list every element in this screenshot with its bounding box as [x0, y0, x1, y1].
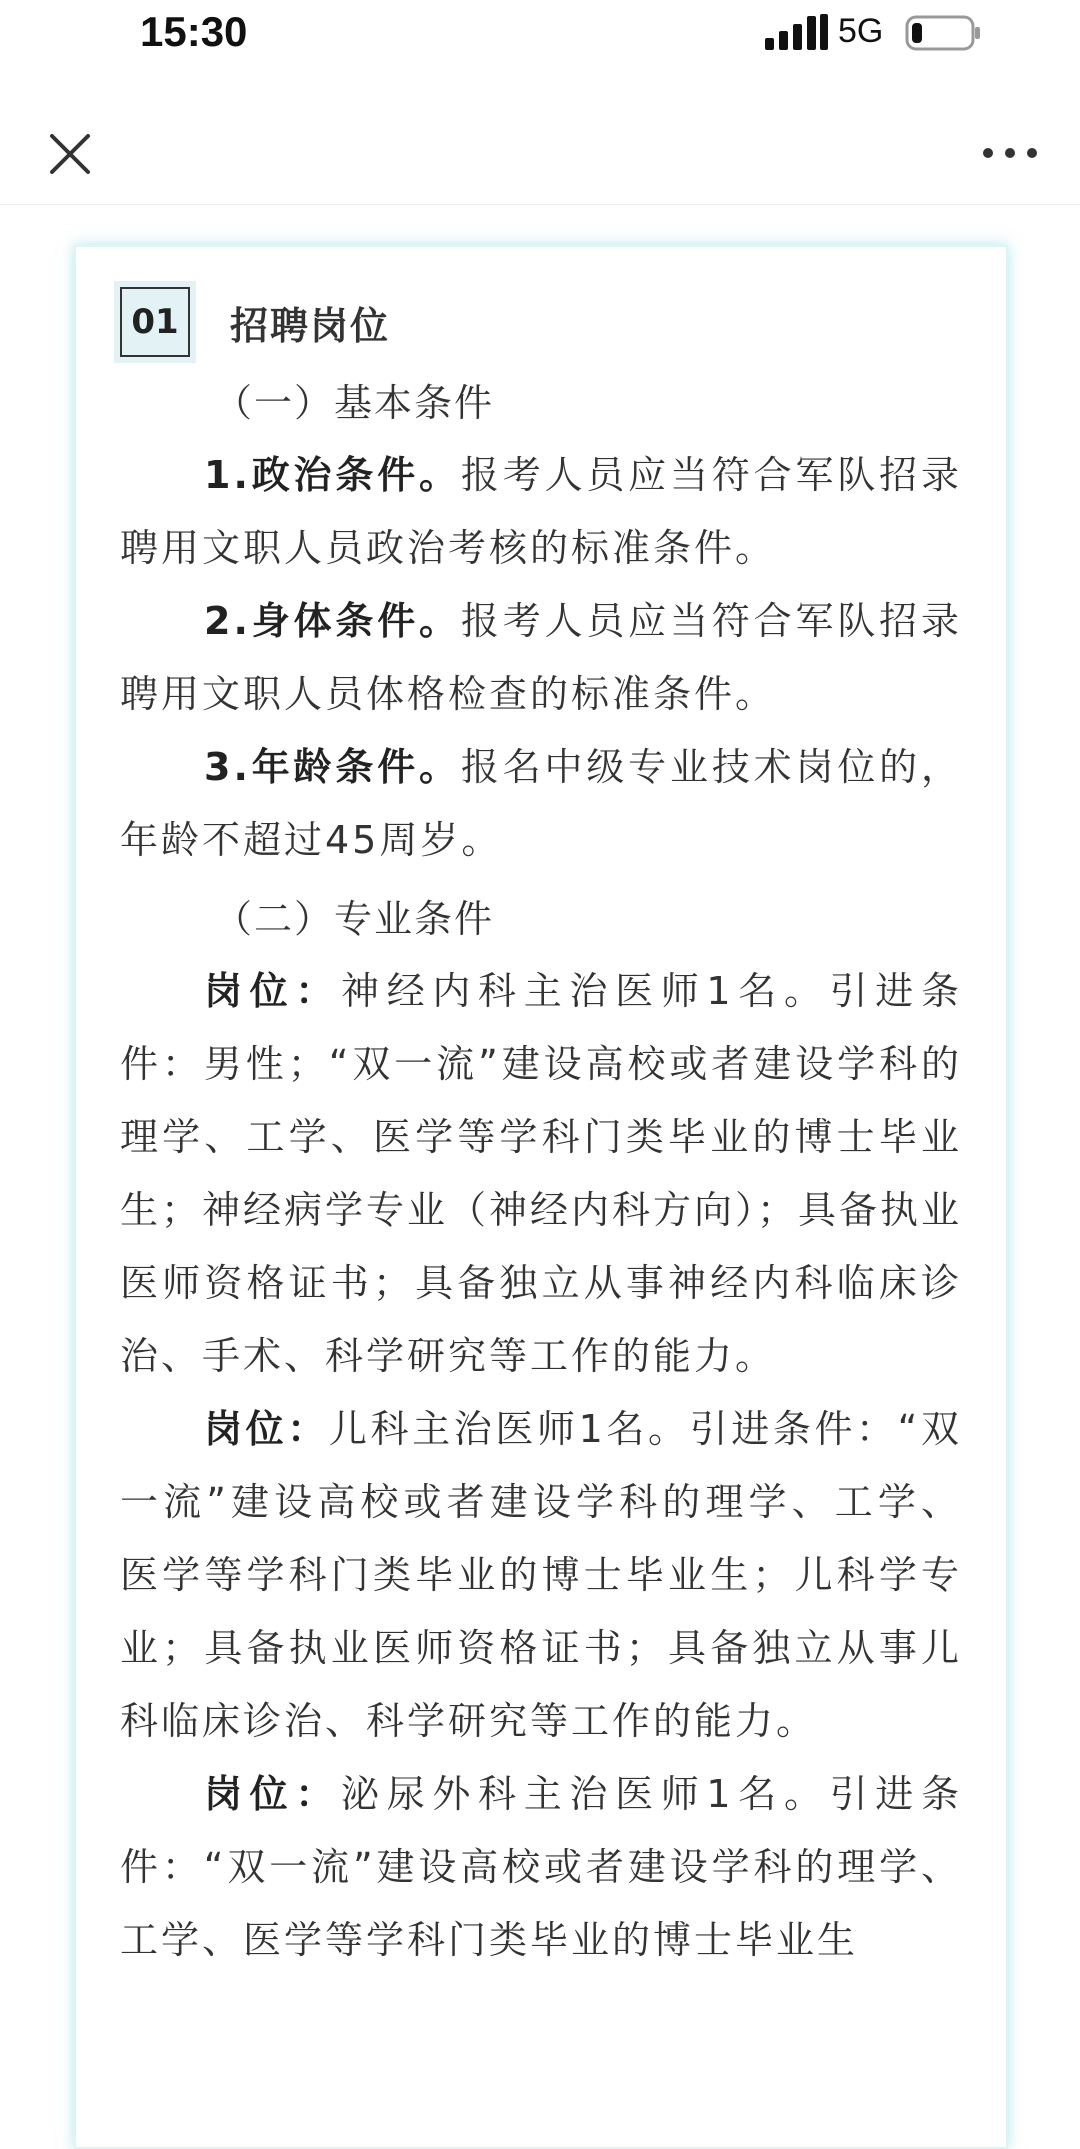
position-text: 泌尿外科主治医师1名。引进条件：“双一流”建设高校或者建设学科的理学、工学、医学等学科门类毕业的博士毕业生: [120, 1772, 962, 1962]
condition-paragraph-physical: [120, 585, 962, 731]
condition-text: 报考人员应当符合军队招录聘用文职人员体格检查的标准条件。: [120, 599, 962, 716]
condition-text: 报考人员应当符合军队招录聘用文职人员政治考核的标准条件。: [120, 453, 962, 570]
section-header: [120, 287, 962, 361]
basic-conditions-heading: （一）基本条件: [214, 381, 495, 425]
position-paragraph-pediatrics: [120, 1393, 962, 1758]
signal-strength-icon: [765, 14, 829, 52]
condition-paragraph-political: [120, 439, 962, 585]
professional-conditions-heading: （二）专业条件: [214, 897, 495, 941]
more-options-icon[interactable]: [980, 138, 1040, 168]
status-bar: [0, 0, 1080, 70]
article-card: [74, 245, 1008, 2149]
position-label: 岗位：: [204, 1772, 342, 1816]
position-paragraph-neurology: [120, 955, 962, 1393]
position-label: 岗位：: [204, 1407, 329, 1451]
article-content: [120, 287, 962, 1977]
position-text: 神经内科主治医师1名。引进条件：男性；“双一流”建设高校或者建设学科的理学、工学、医学等学科门类毕业的博士毕业生；神经病学专业（神经内科方向）；具备执业医师资格证书；具备独立从事神经内科临床诊治、手术、科学研究等工作的能力。: [120, 969, 963, 1378]
position-label: 岗位：: [204, 969, 342, 1013]
section-number-badge: 01: [120, 287, 190, 357]
position-text: 儿科主治医师1名。引进条件：“双一流”建设高校或者建设学科的理学、工学、医学等学科门类毕业的博士毕业生；儿科学专业；具备执业医师资格证书；具备独立从事儿科临床诊治、科学研究等工作的能力。: [120, 1407, 962, 1743]
condition-paragraph-age: [120, 731, 962, 877]
condition-label: 2.身体条件。: [204, 599, 461, 643]
condition-label: 3.年龄条件。: [204, 745, 461, 789]
condition-text: 报名中级专业技术岗位的，年龄不超过45周岁。: [120, 745, 962, 862]
position-paragraph-urology: [120, 1758, 962, 1977]
battery-icon: [905, 14, 983, 52]
close-icon[interactable]: [40, 124, 100, 184]
top-nav-bar: [0, 88, 1080, 205]
status-time: 15:30: [140, 8, 248, 55]
network-type: 5G: [838, 12, 884, 50]
condition-label: 1.政治条件。: [204, 453, 461, 497]
section-title: 招聘岗位: [230, 304, 391, 348]
